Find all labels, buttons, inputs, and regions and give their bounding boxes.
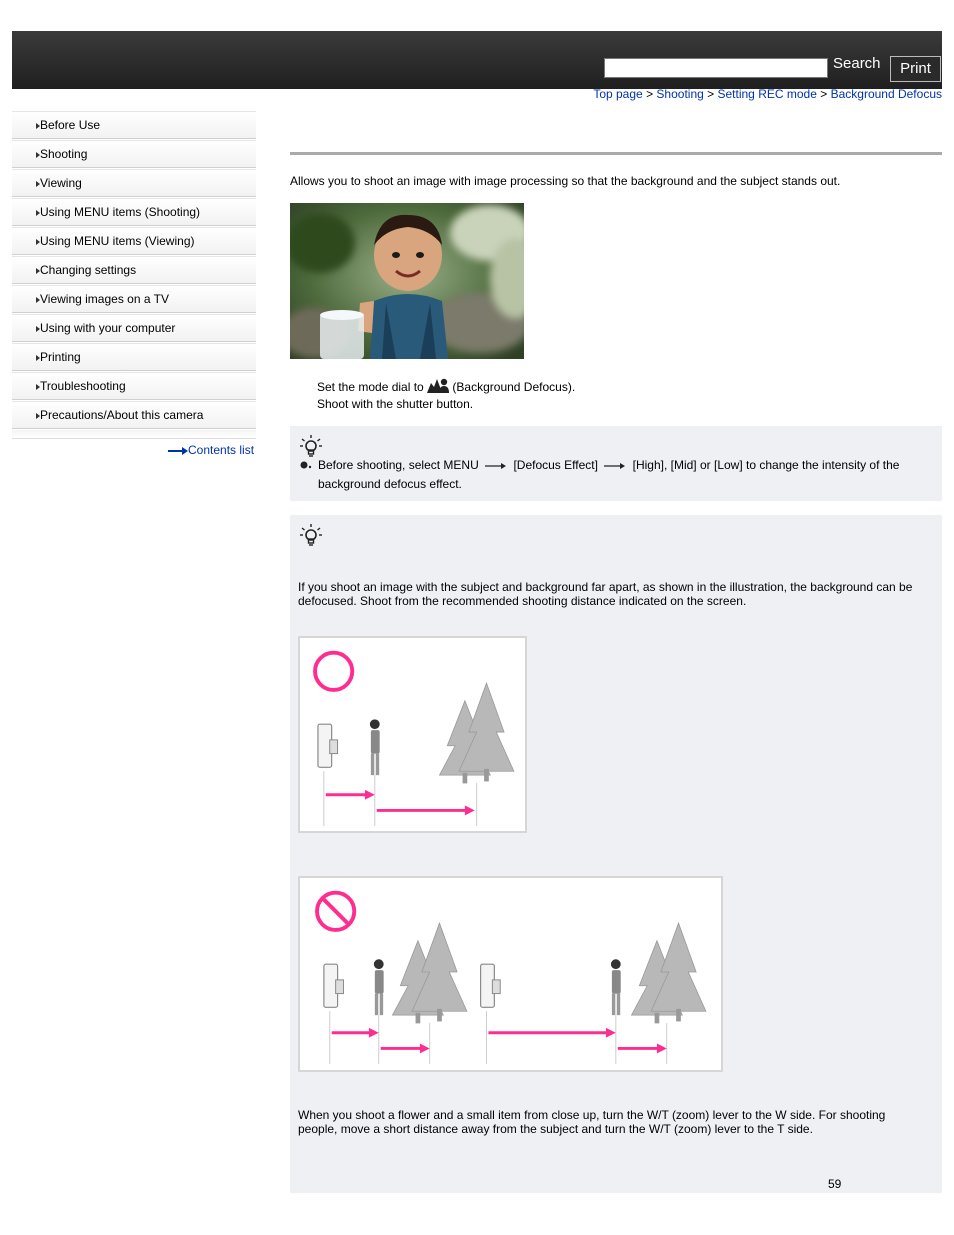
breadcrumb-background-defocus[interactable]: Background Defocus bbox=[830, 87, 942, 101]
sidebar-item-menu-viewing[interactable] bbox=[12, 227, 256, 255]
sidebar-item-label: Shooting bbox=[40, 147, 88, 161]
camera-icon bbox=[324, 964, 344, 1007]
hint-box-shooting-distance bbox=[290, 515, 942, 1193]
sidebar-footer bbox=[12, 430, 256, 439]
triangle-right-icon bbox=[36, 355, 40, 361]
sidebar-item-label: Using MENU items (Shooting) bbox=[40, 205, 201, 219]
hint-box-defocus-effect bbox=[290, 426, 942, 501]
arrow-right-icon bbox=[484, 462, 508, 470]
print-button[interactable]: Print bbox=[890, 56, 941, 82]
sidebar-item-label: Changing settings bbox=[40, 263, 137, 277]
triangle-right-icon bbox=[36, 123, 40, 129]
arrow-right-icon bbox=[603, 462, 627, 470]
trees-icon bbox=[392, 923, 466, 1023]
hint1-levels: [High], [Mid] or [Low] to change the intensity of the bbox=[632, 458, 900, 472]
bullet-icon bbox=[300, 461, 312, 469]
triangle-right-icon bbox=[36, 326, 40, 332]
hint2-paragraph-1: If you shoot an image with the subject and background far apart, as shown in the illustration, the background can be defocused. Shoot from the recommended shooting distance indicated on the screen. bbox=[298, 580, 913, 608]
triangle-right-icon bbox=[36, 152, 40, 158]
contents-list-label: Contents list bbox=[188, 443, 255, 457]
triangle-right-icon bbox=[36, 384, 40, 390]
contents-list-link[interactable] bbox=[168, 443, 254, 457]
illustration-correct-distance bbox=[298, 636, 527, 833]
step-1 bbox=[317, 377, 575, 394]
sidebar-item-viewing[interactable] bbox=[12, 169, 256, 197]
sidebar-item-menu-shooting[interactable] bbox=[12, 198, 256, 226]
sidebar-item-label: Viewing images on a TV bbox=[40, 292, 169, 306]
step-2 bbox=[317, 397, 473, 411]
search-button[interactable]: Search bbox=[833, 55, 881, 72]
sidebar-item-label: Precautions/About this camera bbox=[40, 408, 204, 422]
breadcrumb-separator: > bbox=[646, 87, 654, 101]
hint1-line2: background defocus effect. bbox=[318, 477, 462, 491]
breadcrumb-setting-rec-mode[interactable]: Setting REC mode bbox=[717, 87, 817, 101]
sidebar-item-label: Viewing bbox=[40, 176, 82, 190]
triangle-right-icon bbox=[36, 210, 40, 216]
breadcrumb-top-page[interactable]: Top page bbox=[593, 87, 643, 101]
circle-ok-icon bbox=[315, 653, 352, 690]
trees-icon bbox=[631, 923, 705, 1023]
lightbulb-hint-icon bbox=[300, 523, 322, 547]
sidebar-item-label: Using with your computer bbox=[40, 321, 176, 335]
sidebar-item-changing-settings[interactable] bbox=[12, 256, 256, 284]
triangle-right-icon bbox=[36, 297, 40, 303]
person-icon bbox=[374, 959, 384, 1015]
sidebar-item-label: Troubleshooting bbox=[40, 379, 126, 393]
hint2-paragraph-2: When you shoot a flower and a small item from close up, turn the W/T (zoom) lever to the W side. For shooting people, move a short distance away from the subject and turn the W/T (zoom) lever to the T side. bbox=[298, 1108, 886, 1136]
intro-text: Allows you to shoot an image with image processing so that the background and the subject stands out. bbox=[290, 174, 841, 188]
step-2-text: Shoot with the shutter button. bbox=[317, 397, 474, 411]
triangle-right-icon bbox=[36, 239, 40, 245]
person-icon bbox=[611, 959, 621, 1015]
camera-icon bbox=[481, 964, 501, 1007]
sidebar-item-viewing-tv[interactable] bbox=[12, 285, 256, 313]
sidebar-item-label: Using MENU items (Viewing) bbox=[40, 234, 195, 248]
breadcrumb-shooting[interactable]: Shooting bbox=[656, 87, 704, 101]
person-icon bbox=[370, 719, 380, 775]
sidebar-item-computer[interactable] bbox=[12, 314, 256, 342]
illustration-incorrect-distance bbox=[298, 876, 723, 1072]
breadcrumb-separator: > bbox=[707, 87, 715, 101]
sample-photo-child bbox=[290, 203, 524, 359]
hint1-defocus-effect: [Defocus Effect] bbox=[513, 458, 598, 472]
camera-icon bbox=[318, 724, 338, 767]
search-input[interactable] bbox=[604, 58, 828, 78]
breadcrumb bbox=[593, 87, 942, 101]
sidebar-item-label: Printing bbox=[40, 350, 81, 364]
title-rule bbox=[290, 152, 942, 155]
background-defocus-mode-icon bbox=[427, 377, 449, 393]
breadcrumb-separator: > bbox=[820, 87, 828, 101]
page-number: 59 bbox=[828, 1177, 842, 1191]
sidebar-item-shooting[interactable] bbox=[12, 140, 256, 168]
hint1-before: Before shooting, select MENU bbox=[318, 458, 479, 472]
sidebar-item-troubleshooting[interactable] bbox=[12, 372, 256, 400]
step-1-before: Set the mode dial to bbox=[317, 380, 424, 394]
sidebar-item-printing[interactable] bbox=[12, 343, 256, 371]
prohibited-icon bbox=[317, 893, 354, 930]
lightbulb-hint-icon bbox=[300, 434, 322, 458]
step-1-after: (Background Defocus). bbox=[452, 380, 576, 394]
triangle-right-icon bbox=[36, 413, 40, 419]
sidebar-item-before-use[interactable] bbox=[12, 111, 256, 139]
triangle-right-icon bbox=[36, 181, 40, 187]
arrow-right-icon bbox=[168, 447, 188, 455]
sidebar-item-label: Before Use bbox=[40, 118, 101, 132]
hint1-line1 bbox=[318, 456, 899, 475]
sidebar-nav bbox=[12, 111, 256, 439]
trees-icon bbox=[439, 683, 513, 783]
sidebar-item-precautions[interactable] bbox=[12, 401, 256, 429]
triangle-right-icon bbox=[36, 268, 40, 274]
